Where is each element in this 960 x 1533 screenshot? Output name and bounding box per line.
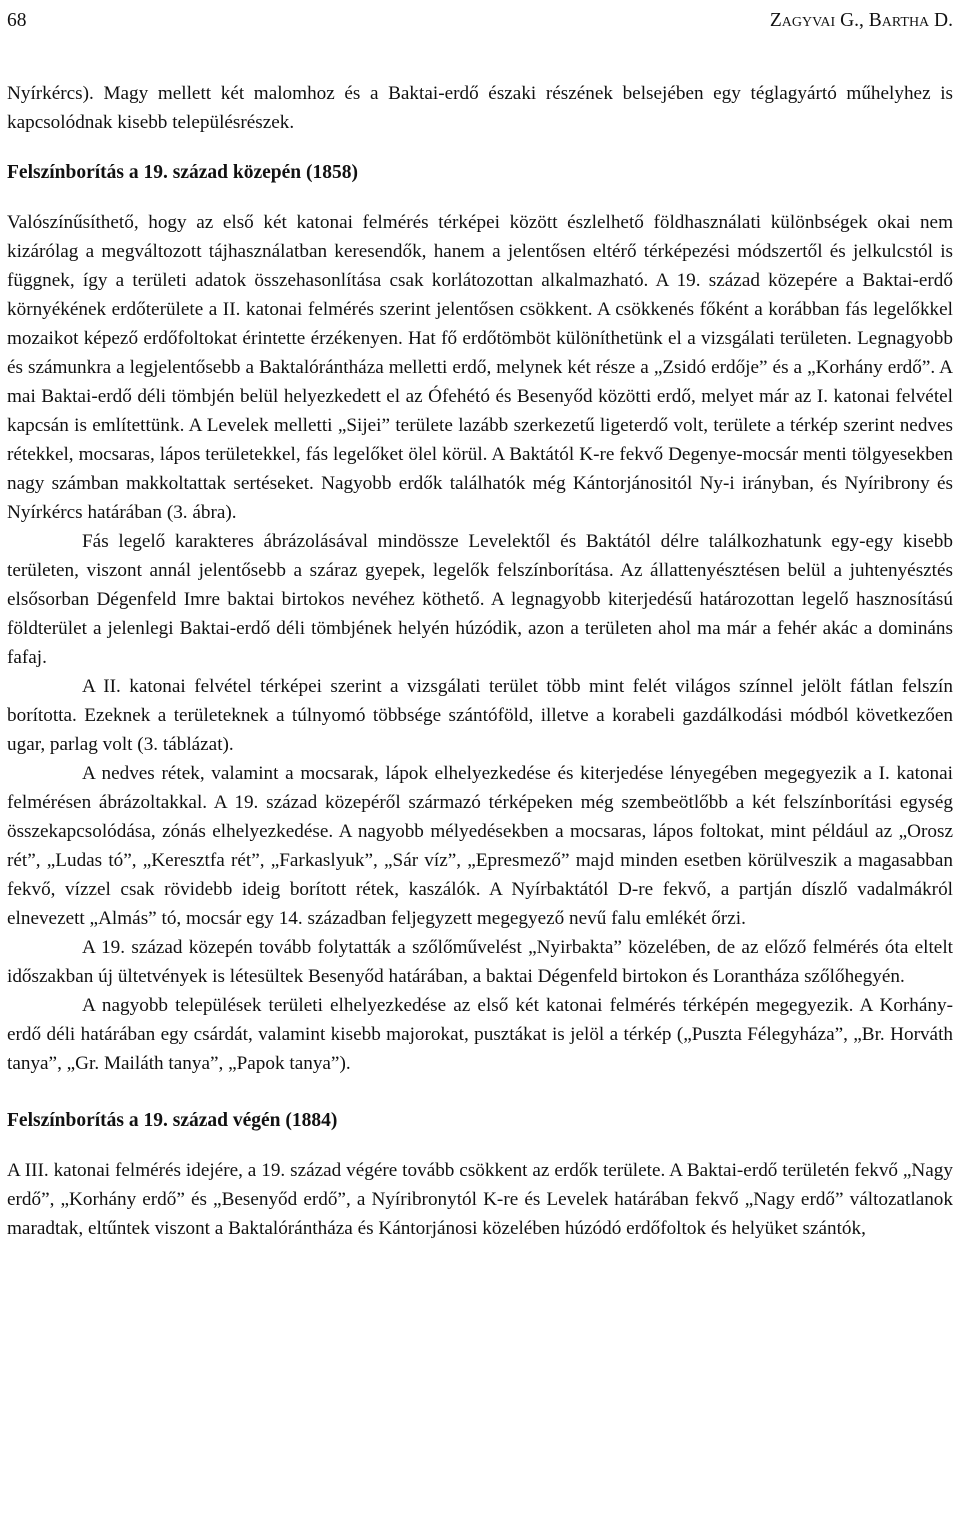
section-heading-1858: Felszínborítás a 19. század közepén (1858) xyxy=(7,162,358,183)
running-authors: Zagyvai G., Bartha D. xyxy=(769,9,953,31)
paragraph-pasture: Fás legelő karakteres ábrázolásával mindössze Levelektől és Baktától délre találkozhatunk egy-egy kisebb területen, viszont annál jelentősebb a száraz gyepek, legelők felszínborítása. Az állattenyésztésen belül a juhtenyésztés elsősorban Dégenfeld Imre baktai birtokos nevéhez köthető. A legnagyobb kiterjedésű határozottan legelő hasznosítású földterület a jelenlegi Baktai-erdő déli tömbjének helyén húzódik, azon a területen ahol ma már a fehér akác a domináns fafaj. xyxy=(7,531,953,668)
paragraph-treeless-surface: A II. katonai felvétel térképei szerint a vizsgálati terület több mint felét világos színnel jelölt fátlan felszín borította. Ezeknek a területeknek a túlnyomó többsége szántóföld, illetve a korabeli gazdálkodási módból következően ugar, parlag volt (3. táblázat). xyxy=(7,676,953,755)
paragraph-forest-cover: Valószínűsíthető, hogy az első két katonai felmérés térképei között észlelhető földhasználati különbségek okai nem kizárólag a megváltozott tájhasználatban keresendők, hanem a jelentősen eltérő térképezési módszertől és jelkulcstól is függnek, így a területi adatok összehasonlítása csak korlátozottan alkalmazható. A 19. század közepére a Baktai-erdő környékének erdőterülete a II. katonai felmérés szerint jelentősen csökkent. A csökkenés főként a korábban fás legelőkkel mozaikot képező erdőfoltokat érintette érzékenyen. Hat fő erdőtömböt különíthetünk el a vizsgálati területen. Legnagyobb és számunkra a legjelentősebb a Baktalórántháza melletti erdő, melynek két része a „Zsidó erdője” és a „Korhány erdő”. A mai Baktai-erdő déli tömbjén belül helyezkedett el az Ófehétó és Besenyőd közötti erdő, melyet már az I. katonai felvétel kapcsán is említettünk. A Levelek melletti „Sijei” területe lazább szerkezetű ligeterdő volt, területe a térkép szerint nedves rétekkel, mocsaras, lápos területekkel, fás legelőket ölel körül. A Baktától K-re fekvő Degenye-mocsár menti tölgyesekben nagy számban makkoltattak sertéseket. Nagyobb erdők találhatók még Kántorjánositól Ny-i irányban, és Nyíribrony és Nyírkércs határában (3. ábra). xyxy=(7,212,953,523)
body-text xyxy=(7,79,953,1243)
paragraph-wetlands: A nedves rétek, valamint a mocsarak, lápok elhelyezkedése és kiterjedése lényegében megegyezik a I. katonai felmérésen ábrázoltakkal. A 19. század közepéről származó térképeken még szembeötlőbb a két felszínborítási egység összekapcsolódása, zónás elhelyezkedése. A nagyobb mélyedésekben a mocsaras, lápos foltokat, mint például az „Orosz rét”, „Ludas tó”, „Keresztfa rét”, „Farkaslyuk”, „Sár víz”, „Epresmező” majd minden esetben körülveszik a magasabban fekvő, vízzel csak rövidebb ideig borított rétek, kaszálók. A Nyírbaktától D-re fekvő, a partján díszlő vadalmákról elnevezett „Almás” tó, mocsár egy 14. században feljegyzett megegyező nevű falu emlékét őrzi. xyxy=(7,763,953,929)
page-number: 68 xyxy=(7,9,27,31)
section-heading-1884: Felszínborítás a 19. század végén (1884) xyxy=(7,1110,338,1131)
running-header xyxy=(7,0,953,40)
paragraph-vineyards: A 19. század közepén tovább folytatták a szőlőművelést „Nyirbakta” közelében, de az előző felmérés óta eltelt időszakban új ültetvények is létesültek Besenyőd határában, a baktai Dégenfeld birtokon és Lorantháza szőlőhegyén. xyxy=(7,937,953,987)
paragraph-third-survey: A III. katonai felmérés idejére, a 19. század végére tovább csökkent az erdők területe. A Baktai-erdő területén fekvő „Nagy erdő”, „Korhány erdő” és „Besenyőd erdő”, a Nyíribronytól K-re és Levelek határában fekvő „Nagy erdő” változatlanok maradtak, eltűntek viszont a Baktalórántháza és Kántorjánosi közelében húzódó erdőfoltok és helyüket szántók, xyxy=(7,1160,953,1239)
paragraph-settlements: A nagyobb települések területi elhelyezkedése az első két katonai felmérés térképén megegyezik. A Korhány-erdő déli határában egy csárdát, valamint kisebb majorokat, pusztákat is jelöl a térkép („Puszta Félegyháza”, „Br. Horváth tanya”, „Gr. Mailáth tanya”, „Papok tanya”). xyxy=(7,995,953,1074)
paragraph-continuation: Nyírkércs). Magy mellett két malomhoz és a Baktai-erdő északi részének belsejében egy téglagyártó műhelyhez is kapcsolódnak kisebb településrészek. xyxy=(7,83,953,133)
